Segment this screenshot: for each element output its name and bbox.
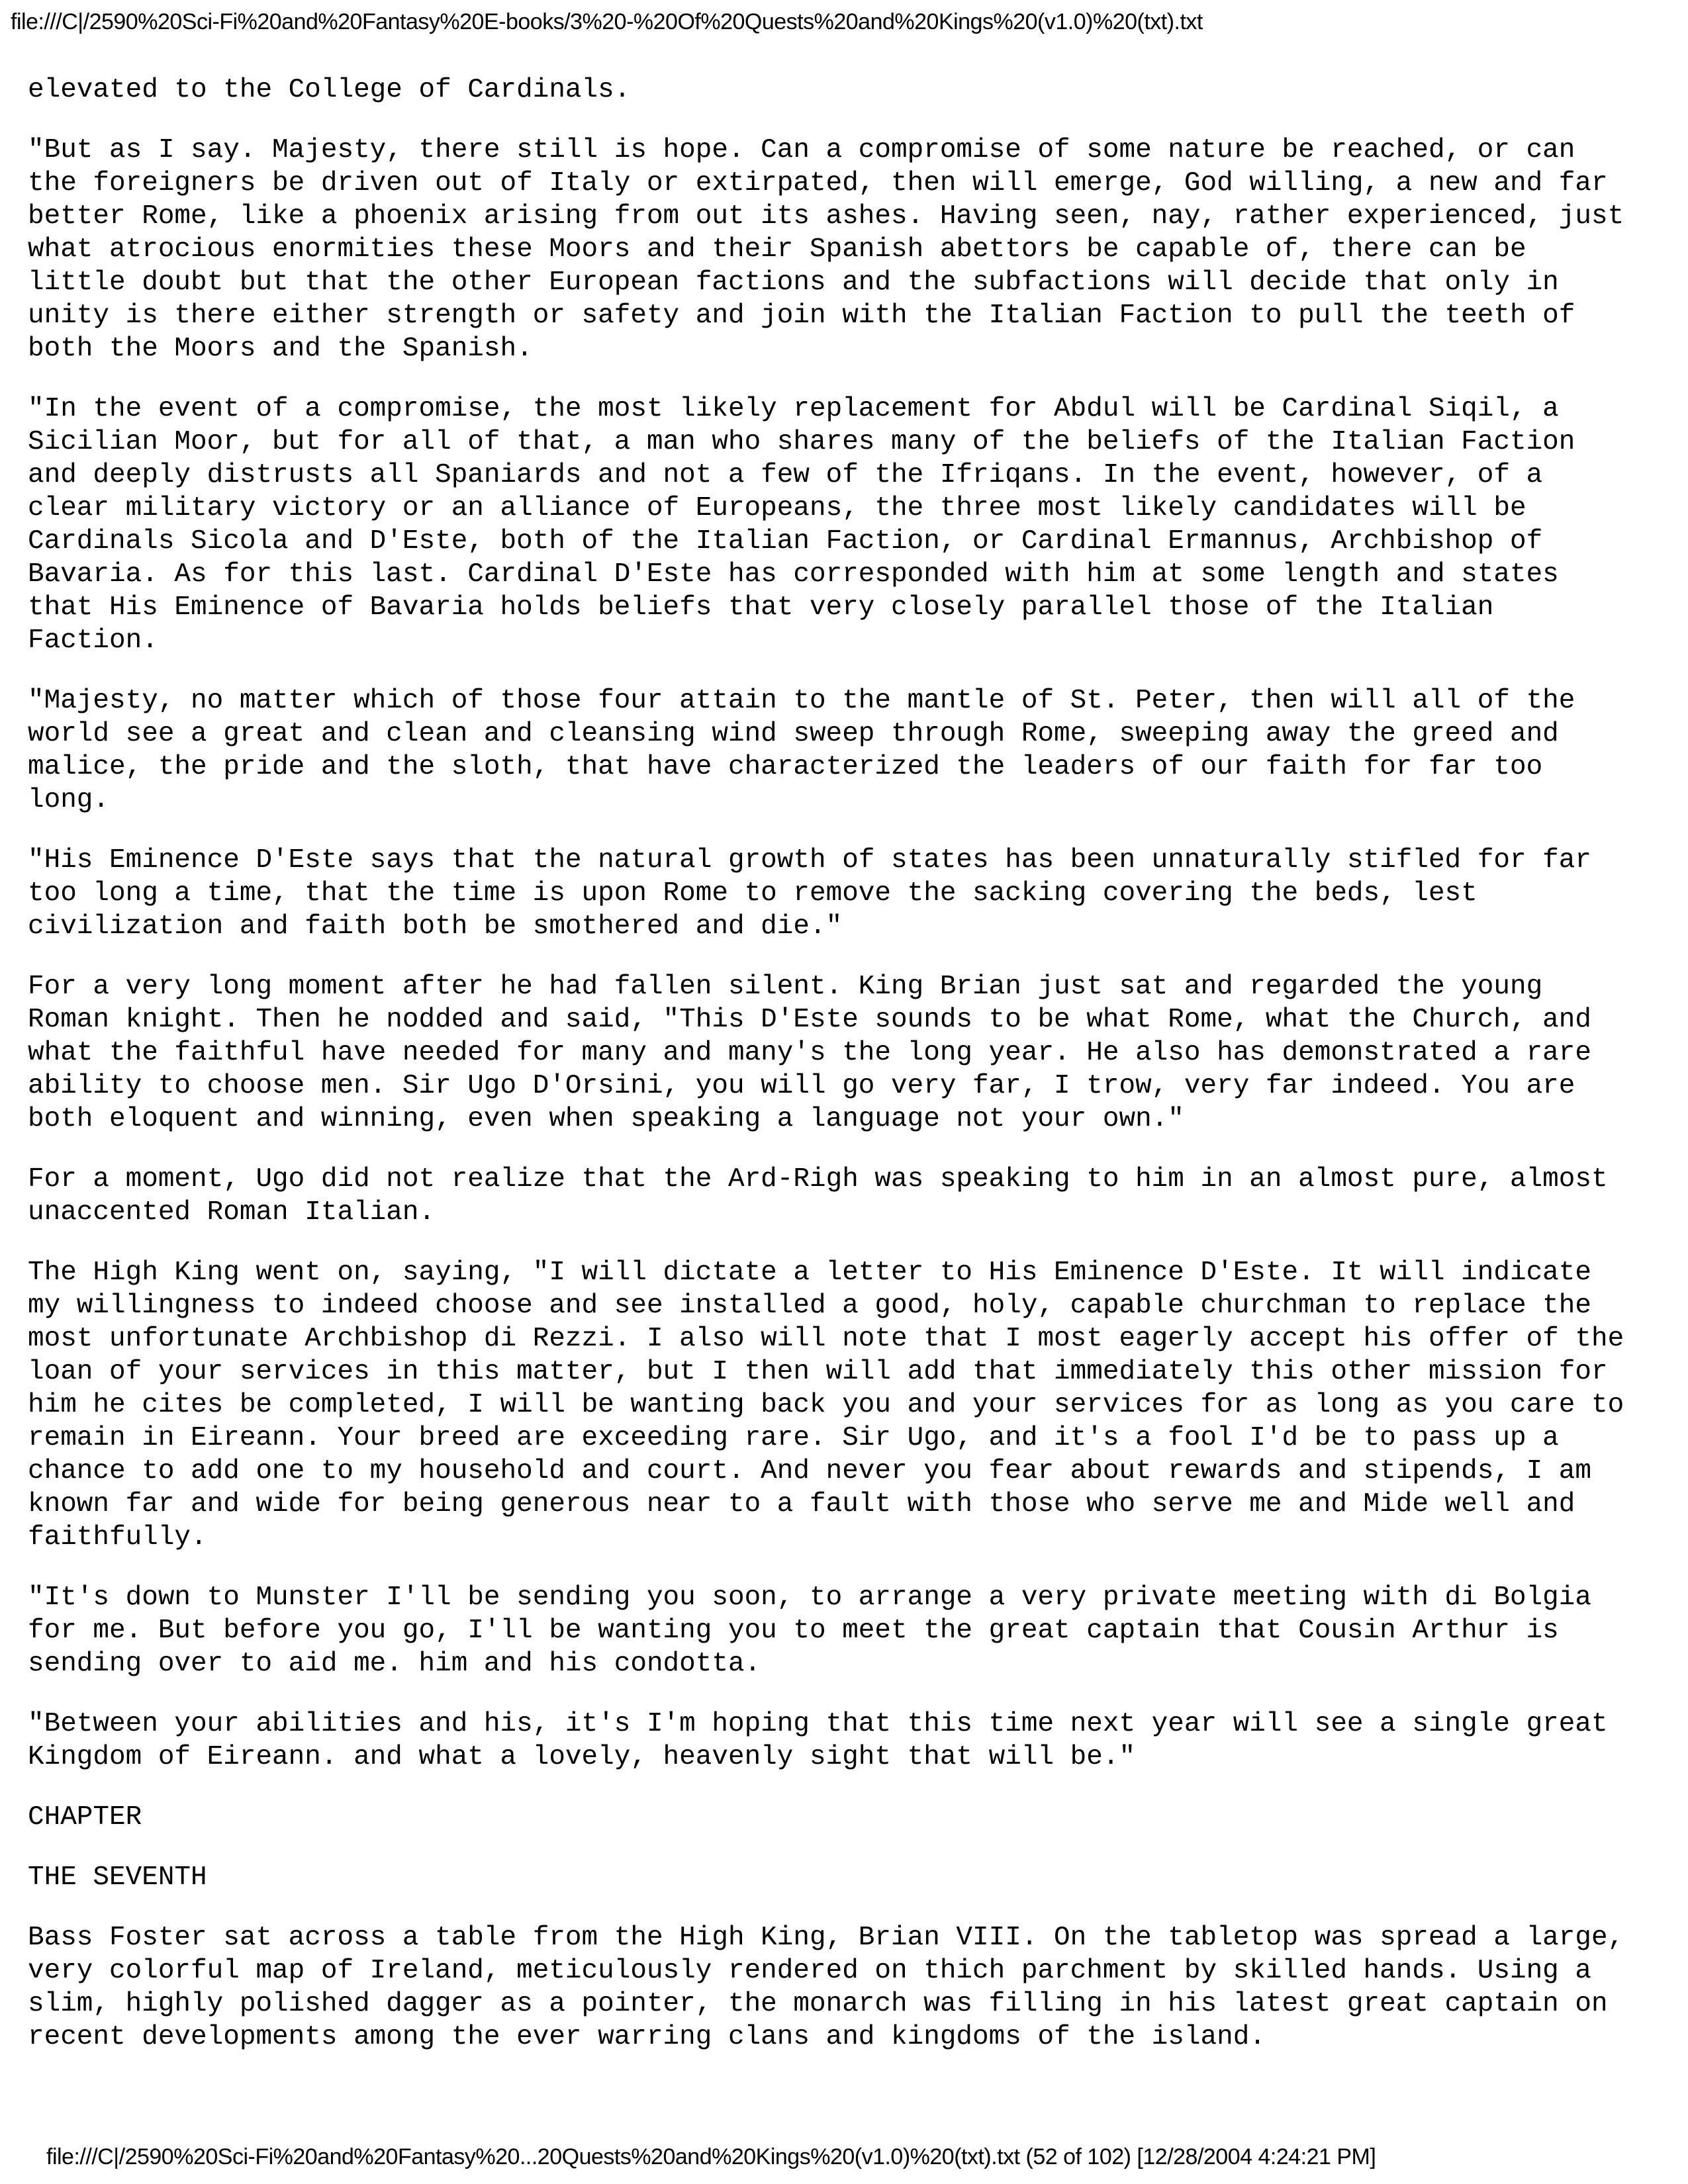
paragraph: elevated to the College of Cardinals.	[28, 75, 631, 105]
paragraph: The High King went on, saying, "I will dictate a letter to His Eminence D'Este. It will indicate my willingness to indeed choose and see installed a good, holy, capable churchman to replace the most unfortunate Archbishop di Rezzi. I also will note that I most eagerly accept his offer of the loan of your services in this matter, but I then will add that immediately this other mission for him he cites be completed, I will be wanting back you and your services for as long as you care to remain in Eireann. Your breed are exceeding rare. Sir Ugo, and it's a fool I'd be to pass up a chance to add one to my household and court. And never you fear about rewards and stipends, I am known far and wide for being generous near to a fault with those who serve me and Mide well and faithfully.	[28, 1257, 1624, 1553]
document-body	[28, 73, 1669, 2081]
chapter-heading: CHAPTER	[28, 1802, 142, 1833]
paragraph: "In the event of a compromise, the most likely replacement for Abdul will be Cardinal Siqil, a Sicilian Moor, but for all of that, a man who shares many of the beliefs of the Italian Faction and deeply distrusts all Spaniards and not a few of the Ifriqans. In the event, however, of a clear military victory or an alliance of Europeans, the three most likely candidates will be Cardinals Sicola and D'Este, both of the Italian Faction, or Cardinal Ermannus, Archbishop of Bavaria. As for this last. Cardinal D'Este has corresponded with him at some length and states that His Eminence of Bavaria holds beliefs that very closely parallel those of the Italian Faction.	[28, 394, 1575, 656]
paragraph: "But as I say. Majesty, there still is hope. Can a compromise of some nature be reached, or can the foreigners be driven out of Italy or extirpated, then will emerge, God willing, a new and far better Rome, like a phoenix arising from out its ashes. Having seen, nay, rather experienced, just what atrocious enormities these Moors and their Spanish abettors be capable of, there can be little doubt but that the other European factions and the subfactions will decide that only in unity is there either strength or safety and join with the Italian Faction to pull the teeth of both the Moors and the Spanish.	[28, 135, 1624, 364]
paragraph: Bass Foster sat across a table from the High King, Brian VIII. On the tabletop was spread a large, very colorful map of Ireland, meticulously rendered on thich parchment by skilled hands. Using a slim, highly polished dagger as a pointer, the monarch was filling in his latest great captain on recent developments among the ever warring clans and kingdoms of the island.	[28, 1923, 1624, 2052]
paragraph: "Between your abilities and his, it's I'm hoping that this time next year will see a single great Kingdom of Eireann. and what a lovely, heavenly sight that will be."	[28, 1709, 1608, 1772]
page-footer-url: file:///C|/2590%20Sci-Fi%20and%20Fantasy%20...20Quests%20and%20Kings%20(v1.0)%20(txt).txt (52 of 102) [12/28/2004 4:24:21 PM]	[46, 2144, 1376, 2169]
paragraph: "His Eminence D'Este says that the natural growth of states has been unnaturally stifled for far too long a time, that the time is upon Rome to remove the sacking covering the beds, lest civilization and faith both be smothered and die."	[28, 845, 1591, 942]
paragraph: "It's down to Munster I'll be sending you soon, to arrange a very private meeting with di Bolgia for me. But before you go, I'll be wanting you to meet the great captain that Cousin Arthur is sending over to aid me. him and his condotta.	[28, 1582, 1591, 1679]
page-header-url: file:///C|/2590%20Sci-Fi%20and%20Fantasy%20E-books/3%20-%20Of%20Quests%20and%20Kings%20(v1.0)%20(txt).txt	[11, 9, 1203, 34]
chapter-subheading: THE SEVENTH	[28, 1862, 207, 1893]
paragraph: For a moment, Ugo did not realize that the Ard-Righ was speaking to him in an almost pure, almost unaccented Roman Italian.	[28, 1164, 1608, 1228]
paragraph: For a very long moment after he had fallen silent. King Brian just sat and regarded the young Roman knight. Then he nodded and said, "This D'Este sounds to be what Rome, what the Church, and what the faithful have needed for many and many's the long year. He also has demonstrated a rare ability to choose men. Sir Ugo D'Orsini, you will go very far, I trow, very far indeed. You are both eloquent and winning, even when speaking a language not your own."	[28, 972, 1591, 1134]
paragraph: "Majesty, no matter which of those four attain to the mantle of St. Peter, then will all of the world see a great and clean and cleansing wind sweep through Rome, sweeping away the greed and malice, the pride and the sloth, that have characterized the leaders of our faith for far too long.	[28, 686, 1575, 815]
